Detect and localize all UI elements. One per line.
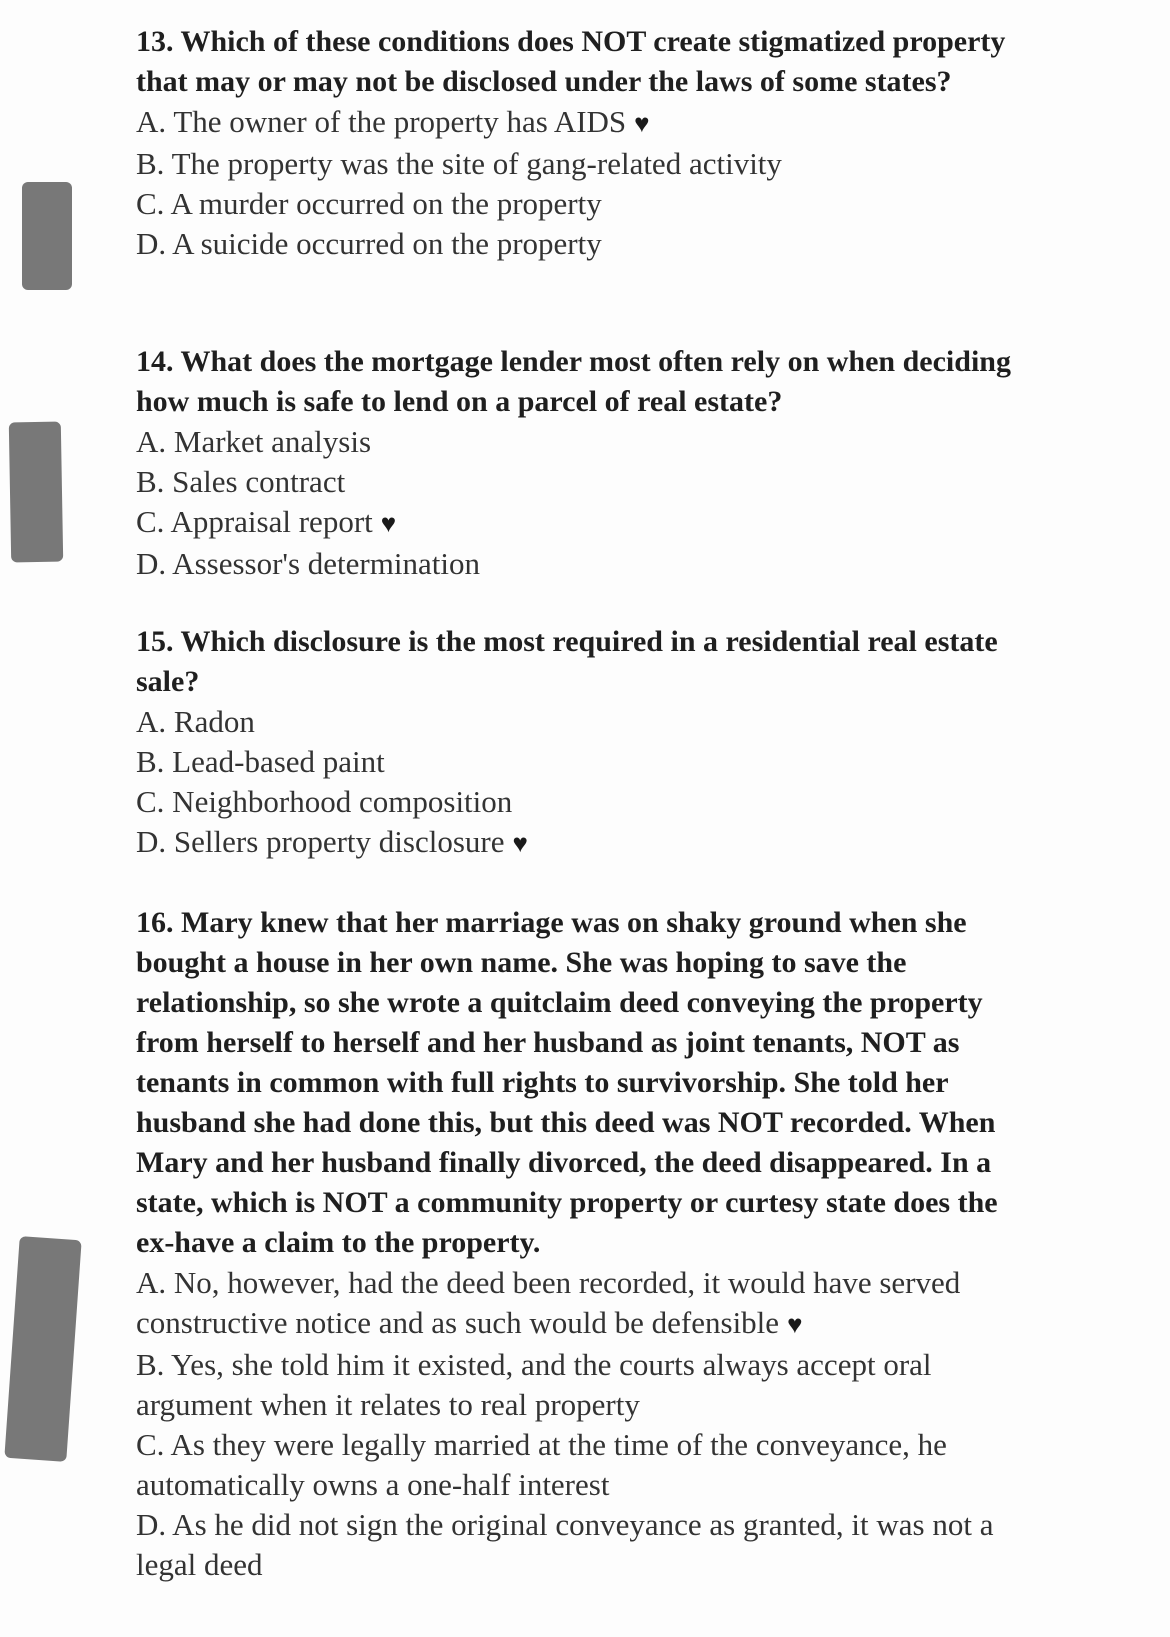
question-13 bbox=[136, 22, 1036, 264]
option-text: D. Assessor's determination bbox=[136, 546, 480, 581]
option-text: A. Market analysis bbox=[136, 424, 372, 459]
answer-option-c bbox=[136, 1425, 1036, 1505]
option-text: C. A murder occurred on the property bbox=[136, 186, 602, 221]
answer-option-d bbox=[136, 1505, 1036, 1585]
question-text: 13. Which of these conditions does NOT create stigmatized property that may or may not be disclosed under the laws of some states? bbox=[136, 25, 1006, 98]
option-text: D. Sellers property disclosure bbox=[136, 824, 505, 859]
option-text: D. A suicide occurred on the property bbox=[136, 226, 602, 261]
answer-option-b bbox=[136, 462, 1036, 502]
heart-icon: ♥ bbox=[512, 829, 528, 858]
option-text: A. Radon bbox=[136, 704, 255, 739]
question-text: 16. Mary knew that her marriage was on shaky ground when she bought a house in her own name. She was hoping to save the relationship, so she wrote a quitclaim deed conveying the property from herself to herself and her husband as joint tenants, NOT as tenants in common with full rights to survivorship. She told her husband she had done this, but this deed was NOT recorded. When Mary and her husband finally divorced, the deed disappeared. In a state, which is NOT a community property or curtesy state does the ex-have a claim to the property. bbox=[136, 906, 998, 1259]
option-text: A. The owner of the property has AIDS bbox=[136, 104, 627, 139]
option-text: C. Neighborhood composition bbox=[136, 784, 513, 819]
answer-option-c bbox=[136, 782, 1036, 822]
answer-option-b bbox=[136, 742, 1036, 782]
answer-option-a bbox=[136, 702, 1036, 742]
answer-option-d bbox=[136, 224, 1036, 264]
answer-option-d bbox=[136, 822, 1036, 864]
answer-option-c bbox=[136, 502, 1036, 544]
option-text: C. Appraisal report bbox=[136, 504, 373, 539]
answer-option-b bbox=[136, 1345, 1036, 1425]
heart-icon: ♥ bbox=[380, 509, 397, 538]
redaction-marker bbox=[4, 1236, 81, 1462]
heart-icon: ♥ bbox=[787, 1310, 803, 1339]
answer-option-a bbox=[136, 102, 1036, 144]
question-15 bbox=[136, 622, 1036, 864]
heart-icon: ♥ bbox=[634, 109, 650, 138]
option-text: A. No, however, had the deed been recorded, it would have served constructive notice and as such would be defensible bbox=[136, 1265, 961, 1340]
answer-option-a bbox=[136, 422, 1036, 462]
question-14 bbox=[136, 342, 1036, 584]
answer-option-c bbox=[136, 184, 1036, 224]
redaction-marker bbox=[9, 422, 63, 563]
question-text: 14. What does the mortgage lender most often rely on when deciding how much is safe to lend on a parcel of real estate? bbox=[136, 345, 1011, 418]
answer-option-a bbox=[136, 1263, 1036, 1345]
option-text: B. The property was the site of gang-related activity bbox=[136, 146, 782, 181]
option-text: C. As they were legally married at the time of the conveyance, he automatically owns a one-half interest bbox=[136, 1427, 947, 1502]
option-text: B. Sales contract bbox=[136, 464, 346, 499]
answer-option-d bbox=[136, 544, 1036, 584]
option-text: B. Yes, she told him it existed, and the courts always accept oral argument when it relates to real property bbox=[136, 1347, 932, 1422]
option-text: D. As he did not sign the original conveyance as granted, it was not a legal deed bbox=[136, 1507, 994, 1582]
question-16 bbox=[136, 903, 1036, 1585]
question-text: 15. Which disclosure is the most required in a residential real estate sale? bbox=[136, 625, 998, 698]
answer-option-b bbox=[136, 144, 1036, 184]
redaction-marker bbox=[22, 182, 72, 290]
option-text: B. Lead-based paint bbox=[136, 744, 385, 779]
